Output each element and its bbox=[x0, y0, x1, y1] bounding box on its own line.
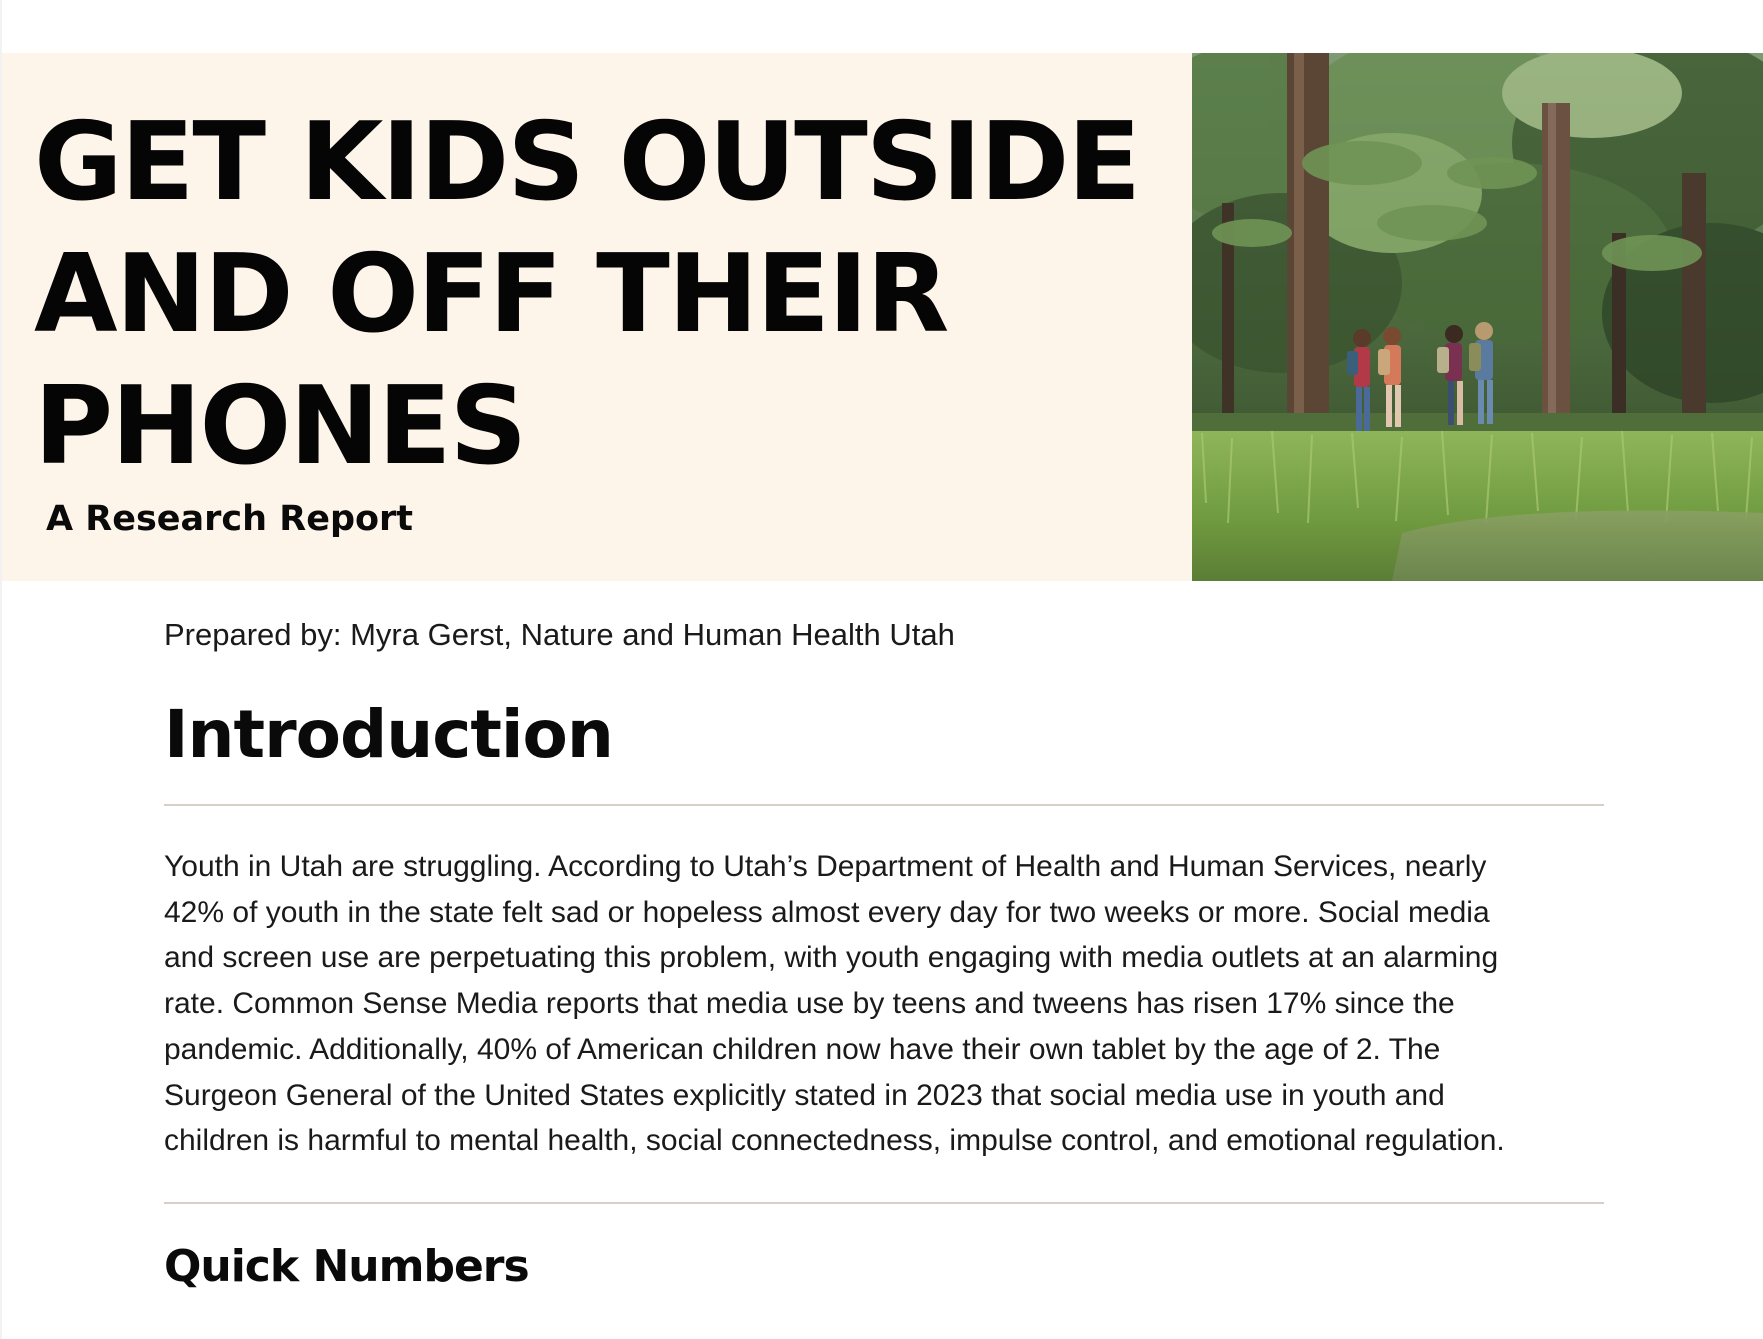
hero-title-panel bbox=[2, 53, 1192, 581]
report-title bbox=[34, 97, 1194, 493]
section-divider bbox=[164, 1202, 1604, 1204]
introduction-line: 42% of youth in the state felt sad or hopeless almost every day for two weeks or more. Social media bbox=[164, 895, 1490, 929]
introduction-line: rate. Common Sense Media reports that media use by teens and tweens has risen 17% since the bbox=[164, 987, 1455, 1021]
quick-numbers-heading: Quick Numbers bbox=[164, 1240, 529, 1292]
prepared-by-line: Prepared by: Myra Gerst, Nature and Human Health Utah bbox=[164, 617, 955, 652]
forest-hikers-photo bbox=[1192, 53, 1763, 581]
report-body bbox=[164, 600, 1604, 1297]
section-divider bbox=[164, 804, 1604, 806]
report-page bbox=[2, 0, 1763, 1339]
report-subtitle: A Research Report bbox=[46, 499, 414, 539]
introduction-heading: Introduction bbox=[164, 696, 613, 773]
introduction-line: pandemic. Additionally, 40% of American children now have their own tablet by the age of 2. The bbox=[164, 1032, 1441, 1066]
introduction-paragraph bbox=[164, 844, 1604, 1164]
report-title-line-3: PHONES bbox=[34, 364, 526, 489]
introduction-line: and screen use are perpetuating this problem, with youth engaging with media outlets at an alarming bbox=[164, 941, 1499, 975]
introduction-line: Youth in Utah are struggling. According to Utah’s Department of Health and Human Services, nearly bbox=[164, 850, 1487, 883]
introduction-line: Surgeon General of the United States explicitly stated in 2023 that social media use in youth and bbox=[164, 1078, 1445, 1112]
report-title-line-2: AND OFF THEIR bbox=[34, 232, 948, 357]
introduction-line: children is harmful to mental health, social connectedness, impulse control, and emotional regulation. bbox=[164, 1124, 1505, 1158]
report-title-line-1: GET KIDS OUTSIDE bbox=[34, 100, 1140, 225]
hero-banner bbox=[2, 53, 1763, 581]
